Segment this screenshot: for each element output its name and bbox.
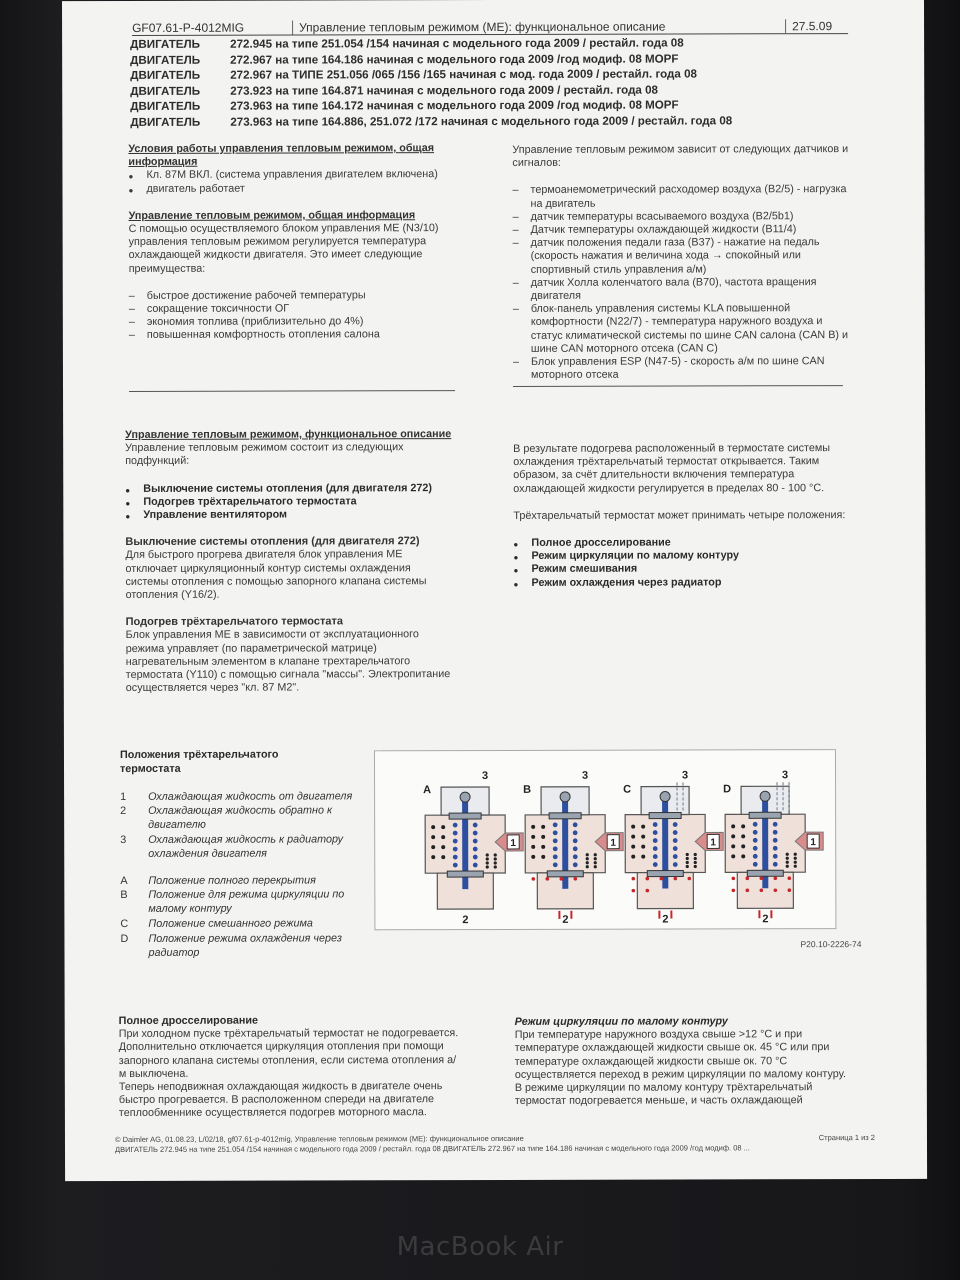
thermostat-sensor-head	[560, 792, 570, 802]
general-text: С помощью осуществляемого блоком управления ME (N3/10) управления тепловым режимом регулируется температура охлаждающей жидкости двигателя. Это имеет следующие преимущества:	[128, 222, 439, 275]
coolant-dot	[731, 824, 735, 828]
flow-dot	[774, 888, 778, 892]
engine-row: ДВИГАТЕЛЬ 272.967 на ТИПЕ 251.056 /065 /156 /165 начиная с мод. года 2009 / рестайл. года 08	[130, 67, 697, 82]
flow-dot	[787, 876, 791, 880]
coolant-dot	[431, 835, 435, 839]
spring-coil	[773, 838, 778, 843]
spring-coil	[673, 854, 678, 859]
coolant-dot	[794, 861, 797, 864]
coolant-dot	[531, 845, 535, 849]
spring-coil	[553, 846, 558, 851]
footer-line-1: © Daimler AG, 01.08.23, L/02/18, gf07.61-p-4012mig, Управление тепловым режимом (ME): функциональное описание	[114, 1133, 524, 1144]
upper-disc	[649, 813, 681, 819]
spring-coil	[553, 838, 558, 843]
document-code: GF07.61-P-4012MIG	[132, 21, 293, 35]
legend-item: 1 Охлаждающая жидкость от двигателя	[120, 789, 353, 803]
spring-coil	[773, 846, 778, 851]
port-1-label: 1	[810, 837, 817, 849]
coolant-dot	[741, 834, 745, 838]
coolant-dot	[486, 861, 489, 864]
divider	[513, 385, 843, 387]
spring-coil	[553, 854, 558, 859]
spring-coil	[553, 862, 558, 867]
legend-heading: Положения трёхтарельчатого термостата	[119, 748, 279, 775]
list-item: ● Управление вентилятором	[125, 508, 455, 522]
functional-section	[125, 428, 456, 695]
spring-coil	[473, 831, 478, 836]
list-item: – датчик Холла коленчатого вала (B70), частота вращения двигателя	[513, 276, 853, 303]
list-item: – датчик положения педали газа (B37) - нажатие на педаль (скорость нажатия и величина хода → спокойный или спортивный стиль управления а/м)	[513, 236, 853, 276]
full-throttle-text-2: Теперь неподвижная охлаждающая жидкость в двигателе очень быстро прогревается. В расположенном спереди на двигателе теплообменнике осуществляется подогрев моторного масла.	[118, 1080, 443, 1120]
coolant-dot	[731, 844, 735, 848]
list-item: ● Режим циркуляции по малому контуру	[513, 549, 853, 563]
device-label: MacBook Air	[396, 1232, 564, 1262]
legend-item: A Положение полного перекрытия	[120, 874, 316, 887]
port-2-label: 2	[562, 913, 569, 926]
coolant-dot	[586, 853, 589, 856]
spring-coil	[453, 839, 458, 844]
coolant-dot	[686, 857, 689, 860]
page-number: Страница 1 из 2	[818, 1133, 875, 1143]
coolant-dot	[494, 853, 497, 856]
coolant-dot	[541, 855, 545, 859]
coolant-dot	[594, 865, 597, 868]
engine-row: ДВИГАТЕЛЬ 272.967 на типе 164.186 начиная с модельного года 2009 /год модиф. 08 MOPF	[130, 52, 679, 67]
legend-item: 2 Охлаждающая жидкость обратно к двигателю	[120, 804, 333, 832]
engine-row: ДВИГАТЕЛЬ 273.923 на типе 164.871 начиная с модельного года 2009 / рестайл. года 08	[130, 83, 659, 98]
list-item: ● Выключение системы отопления (для двигателя 272)	[125, 482, 455, 496]
port-3-label: 3	[781, 769, 789, 782]
coolant-dot	[441, 825, 445, 829]
document-date: 27.5.09	[792, 19, 833, 34]
flow-dot	[559, 877, 563, 881]
panel-letter: A	[423, 784, 432, 797]
spring-coil	[753, 862, 758, 867]
small-circuit-text: При температуре наружного воздуха свыше >12 °C и при температуре охлаждающей жидкости свыше ок. 45 °C или при температуре охлаждающей жидкости свыше ок. 70 °C осуществляется переход в режим циркуляции по малому контуру.	[514, 1028, 846, 1081]
spring-coil	[573, 830, 578, 835]
coolant-dot	[631, 855, 635, 859]
engine-row: ДВИГАТЕЛЬ 272.945 на типе 251.054 /154 начиная с модельного года 2009 / рестайл. года 08	[130, 36, 684, 51]
conditions-section	[128, 142, 459, 343]
spring-coil	[673, 838, 678, 843]
coolant-dot	[531, 825, 535, 829]
legend-item: C Положение смешанного режима	[120, 917, 313, 930]
list-item: ● Кл. 87M ВКЛ. (система управления двигателем включена)	[128, 168, 458, 182]
legend-item: D Положение режима охлаждения через радиатор	[120, 932, 342, 959]
thermostat-heat-heading: Подогрев трёхтарельчатого термостата	[125, 615, 343, 629]
coolant-dot	[631, 845, 635, 849]
coolant-dot	[586, 857, 589, 860]
document-header	[132, 19, 848, 36]
spring-coil	[473, 823, 478, 828]
lower-disc	[447, 871, 483, 877]
spring-coil	[473, 855, 478, 860]
coolant-dot	[486, 853, 489, 856]
port-3-label: 3	[481, 770, 489, 783]
port-3-label: 3	[681, 769, 689, 782]
coolant-dot	[694, 857, 697, 860]
coolant-dot	[431, 825, 435, 829]
thermostat-sensor-head	[460, 792, 470, 802]
result-text: В результате подогрева расположенный в термостате системы охлаждения трёхтарельчатый термостат открывается. Таким образом, за счёт длительности включения температура охлаждающей жидкости регулируется в пределах 80 - 100 °C.	[513, 442, 831, 495]
port-2-label: 2	[762, 913, 769, 926]
list-item: – датчик температуры всасываемого воздуха (B2/5b1)	[513, 210, 853, 224]
coolant-dot	[594, 853, 597, 856]
list-item: ● Полное дросселирование	[513, 536, 853, 550]
flow-dot	[673, 877, 677, 881]
coolant-dot	[594, 861, 597, 864]
spring-coil	[453, 863, 458, 868]
flow-dot	[746, 889, 750, 893]
sensors-list	[512, 183, 853, 382]
small-circuit-text-2: В режиме циркуляции по малому контуру трёхтарельчатый термостат подогревается меньше, и часть охлаждающей	[514, 1081, 813, 1108]
coolant-dot	[486, 865, 489, 868]
spring-coil	[553, 822, 558, 827]
subfunctions-list	[125, 482, 455, 522]
flow-dot	[759, 876, 763, 880]
list-item: ● Подогрев трёхтарельчатого термостата	[125, 495, 455, 509]
spring-coil	[453, 831, 458, 836]
engine-row: ДВИГАТЕЛЬ 273.963 на типе 164.172 начиная с модельного года 2009 /год модиф. 08 MOPF	[130, 98, 679, 113]
small-circuit-section	[515, 1015, 859, 1108]
coolant-dot	[494, 857, 497, 860]
list-item: – Датчик температуры охлаждающей жидкости (B11/4)	[513, 223, 853, 237]
spring-coil	[453, 823, 458, 828]
coolant-dot	[631, 825, 635, 829]
spring-coil	[773, 830, 778, 835]
coolant-dot	[441, 845, 445, 849]
footer-line-2: ДВИГАТЕЛЬ 272.945 на типе 251.054 /154 начиная с модельного года 2009 / рестайл. года 08 ДВИГАТЕЛЬ 272.967 на типе 164.186 начиная с модельного года 2009 /год модиф. 08 ...	[114, 1143, 750, 1154]
upper-disc	[549, 813, 581, 819]
engine-row: ДВИГАТЕЛЬ 273.963 на типе 164.886, 251.072 /172 начиная с модельного года 2009 / рестайл. года 08	[130, 113, 733, 129]
port-2-label: 2	[662, 913, 669, 926]
spring-coil	[473, 839, 478, 844]
list-item: – быстрое достижение рабочей температуры	[129, 289, 459, 303]
general-heading: Управление тепловым режимом, общая информация	[128, 209, 416, 222]
spring-coil	[753, 854, 758, 859]
list-item: – повышенная комфортность отопления салона	[129, 329, 459, 343]
spring-coil	[653, 838, 658, 843]
coolant-dot	[594, 857, 597, 860]
full-throttle-section	[119, 1014, 459, 1121]
coolant-dot	[786, 861, 789, 864]
full-throttle-text: При холодном пуске трёхтарельчатый термостат не подогревается. Дополнительно отключается циркуляция отопления при помощи запорного клапана системы отопления, если система отопления а/м выключена.	[118, 1027, 459, 1080]
flow-dot	[631, 877, 635, 881]
coolant-dot	[631, 835, 635, 839]
flow-dot	[773, 876, 777, 880]
thermostat-sensor-head	[760, 791, 770, 801]
flow-dot	[760, 888, 764, 892]
divider	[129, 390, 455, 392]
upper-disc	[749, 812, 781, 818]
list-item: – Блок управления ESP (N47-5) - скорость а/м по шине CAN моторного отсека	[513, 355, 853, 382]
coolant-dot	[794, 853, 797, 856]
list-item: – сокращение токсичности ОГ	[129, 302, 459, 316]
result-text-positions: Трёхтарельчатый термостат может принимать четыре положения:	[513, 508, 846, 522]
coolant-dot	[441, 835, 445, 839]
coolant-dot	[641, 855, 645, 859]
legend-item: 3 Охлаждающая жидкость к радиатору охлаждения двигателя	[120, 833, 344, 860]
spring-coil	[553, 830, 558, 835]
coolant-dot	[586, 865, 589, 868]
coolant-dot	[686, 861, 689, 864]
list-item: – экономия топлива (приблизительно до 4%)	[129, 315, 459, 329]
coolant-dot	[731, 834, 735, 838]
flow-dot	[531, 877, 535, 881]
flow-dot	[645, 877, 649, 881]
port-1-label: 1	[710, 837, 717, 849]
result-section	[513, 442, 853, 590]
port-1-label: 1	[610, 837, 617, 849]
coolant-dot	[694, 865, 697, 868]
coolant-dot	[494, 861, 497, 864]
list-item: – термоанемометрический расходомер воздуха (B2/5) - нагрузка на двигатель	[512, 183, 852, 210]
heating-off-text: Для быстрого прогрева двигателя блок управления ME отключает циркуляционный контур системы охлаждения системы отопления с помощью запорного клапана системы отопления (Y16/2).	[125, 548, 427, 601]
spring-coil	[573, 862, 578, 867]
thermostat-figure	[374, 749, 836, 930]
coolant-dot	[441, 855, 445, 859]
sensors-section	[512, 143, 853, 382]
list-item: ● Режим охлаждения через радиатор	[514, 576, 854, 590]
document-page	[62, 0, 927, 1181]
coolant-dot	[694, 861, 697, 864]
functional-text: Управление тепловым режимом состоит из следующих подфункций:	[125, 441, 404, 468]
panel-letter: B	[523, 783, 532, 796]
spring-coil	[653, 822, 658, 827]
spring-coil	[573, 854, 578, 859]
advantages-list	[129, 289, 459, 343]
coolant-dot	[794, 857, 797, 860]
conditions-list	[128, 168, 458, 195]
spring-coil	[753, 822, 758, 827]
positions-list	[513, 536, 853, 590]
list-item: – блок-панель управления системы KLA повышенной комфортности (N22/7) - температура наружного воздуха и статус климатической системы по шине CAN салона (CAN B) и шине CAN моторного отсека (CAN C)	[513, 302, 853, 356]
coolant-dot	[541, 835, 545, 839]
coolant-dot	[786, 857, 789, 860]
upper-disc	[449, 813, 481, 819]
coolant-dot	[431, 845, 435, 849]
engine-list	[130, 36, 732, 131]
spring-coil	[653, 846, 658, 851]
coolant-dot	[741, 824, 745, 828]
flow-dot	[731, 877, 735, 881]
thermostat-diagram	[375, 750, 835, 929]
spring-coil	[673, 822, 678, 827]
coolant-dot	[786, 865, 789, 868]
coolant-dot	[786, 853, 789, 856]
spring-coil	[453, 847, 458, 852]
document-title: Управление тепловым режимом (ME): функциональное описание	[293, 19, 786, 34]
spring-coil	[653, 854, 658, 859]
port-1-label: 1	[510, 837, 517, 849]
flow-dot	[646, 889, 650, 893]
spring-coil	[753, 846, 758, 851]
flow-dot	[732, 889, 736, 893]
lower-disc	[647, 871, 683, 877]
heating-off-heading: Выключение системы отопления (для двигателя 272)	[125, 535, 420, 549]
figure-caption: P20.10-2226-74	[800, 939, 862, 950]
spring-coil	[673, 862, 678, 867]
coolant-dot	[541, 845, 545, 849]
list-item: ● двигатель работает	[128, 182, 458, 196]
coolant-dot	[494, 865, 497, 868]
figure-legend	[120, 748, 361, 961]
coolant-dot	[686, 865, 689, 868]
spring-coil	[573, 838, 578, 843]
thermostat-heat-text: Блок управления ME в зависимости от эксплуатационного режима управляет (по параметрической матрице) нагревательным элементом в клапане трехтарельчатого термостата (Y110) с помощью сигнала "массы". Электропитание осуществляется через "кл. 87 M2".	[125, 628, 451, 695]
thermostat-sensor-head	[660, 792, 670, 802]
coolant-dot	[741, 844, 745, 848]
spring-coil	[753, 838, 758, 843]
coolant-dot	[541, 825, 545, 829]
panel-letter: C	[623, 783, 632, 796]
legend-item: B Положение для режима циркуляции по малому контуру	[120, 888, 345, 916]
spring-coil	[573, 846, 578, 851]
small-circuit-heading: Режим циркуляции по малому контуру	[514, 1015, 728, 1028]
spring-coil	[673, 830, 678, 835]
flow-dot	[788, 888, 792, 892]
flow-dot	[745, 877, 749, 881]
coolant-dot	[531, 835, 535, 839]
spring-coil	[673, 846, 678, 851]
coolant-dot	[531, 855, 535, 859]
coolant-dot	[641, 825, 645, 829]
document-footer	[115, 1133, 875, 1155]
flow-dot	[545, 877, 549, 881]
flow-dot	[573, 877, 577, 881]
flow-dot	[687, 877, 691, 881]
spring-coil	[653, 830, 658, 835]
functional-heading: Управление тепловым режимом, функциональное описание	[125, 428, 452, 441]
port-2-label: 2	[462, 914, 469, 927]
coolant-dot	[486, 857, 489, 860]
coolant-dot	[431, 855, 435, 859]
coolant-dot	[686, 853, 689, 856]
coolant-dot	[586, 861, 589, 864]
spring-coil	[453, 855, 458, 860]
spring-coil	[573, 822, 578, 827]
full-throttle-heading: Полное дросселирование	[118, 1014, 259, 1027]
conditions-heading: Условия работы управления тепловым режимом, общая информация	[128, 142, 435, 169]
coolant-dot	[741, 854, 745, 858]
coolant-dot	[641, 845, 645, 849]
sensors-intro: Управление тепловым режимом зависит от следующих датчиков и сигналов:	[512, 143, 849, 170]
spring-coil	[773, 854, 778, 859]
coolant-dot	[731, 854, 735, 858]
flow-dot	[659, 877, 663, 881]
spring-coil	[653, 862, 658, 867]
coolant-dot	[694, 853, 697, 856]
lower-disc	[747, 870, 783, 876]
spring-coil	[773, 822, 778, 827]
coolant-dot	[794, 865, 797, 868]
spring-coil	[473, 847, 478, 852]
spring-coil	[473, 863, 478, 868]
coolant-dot	[641, 835, 645, 839]
flow-dot	[632, 889, 636, 893]
port-3-label: 3	[581, 769, 589, 782]
lower-disc	[547, 871, 583, 877]
list-item: ● Режим смешивания	[513, 562, 853, 576]
panel-letter: D	[723, 783, 732, 796]
spring-coil	[753, 830, 758, 835]
spring-coil	[773, 862, 778, 867]
